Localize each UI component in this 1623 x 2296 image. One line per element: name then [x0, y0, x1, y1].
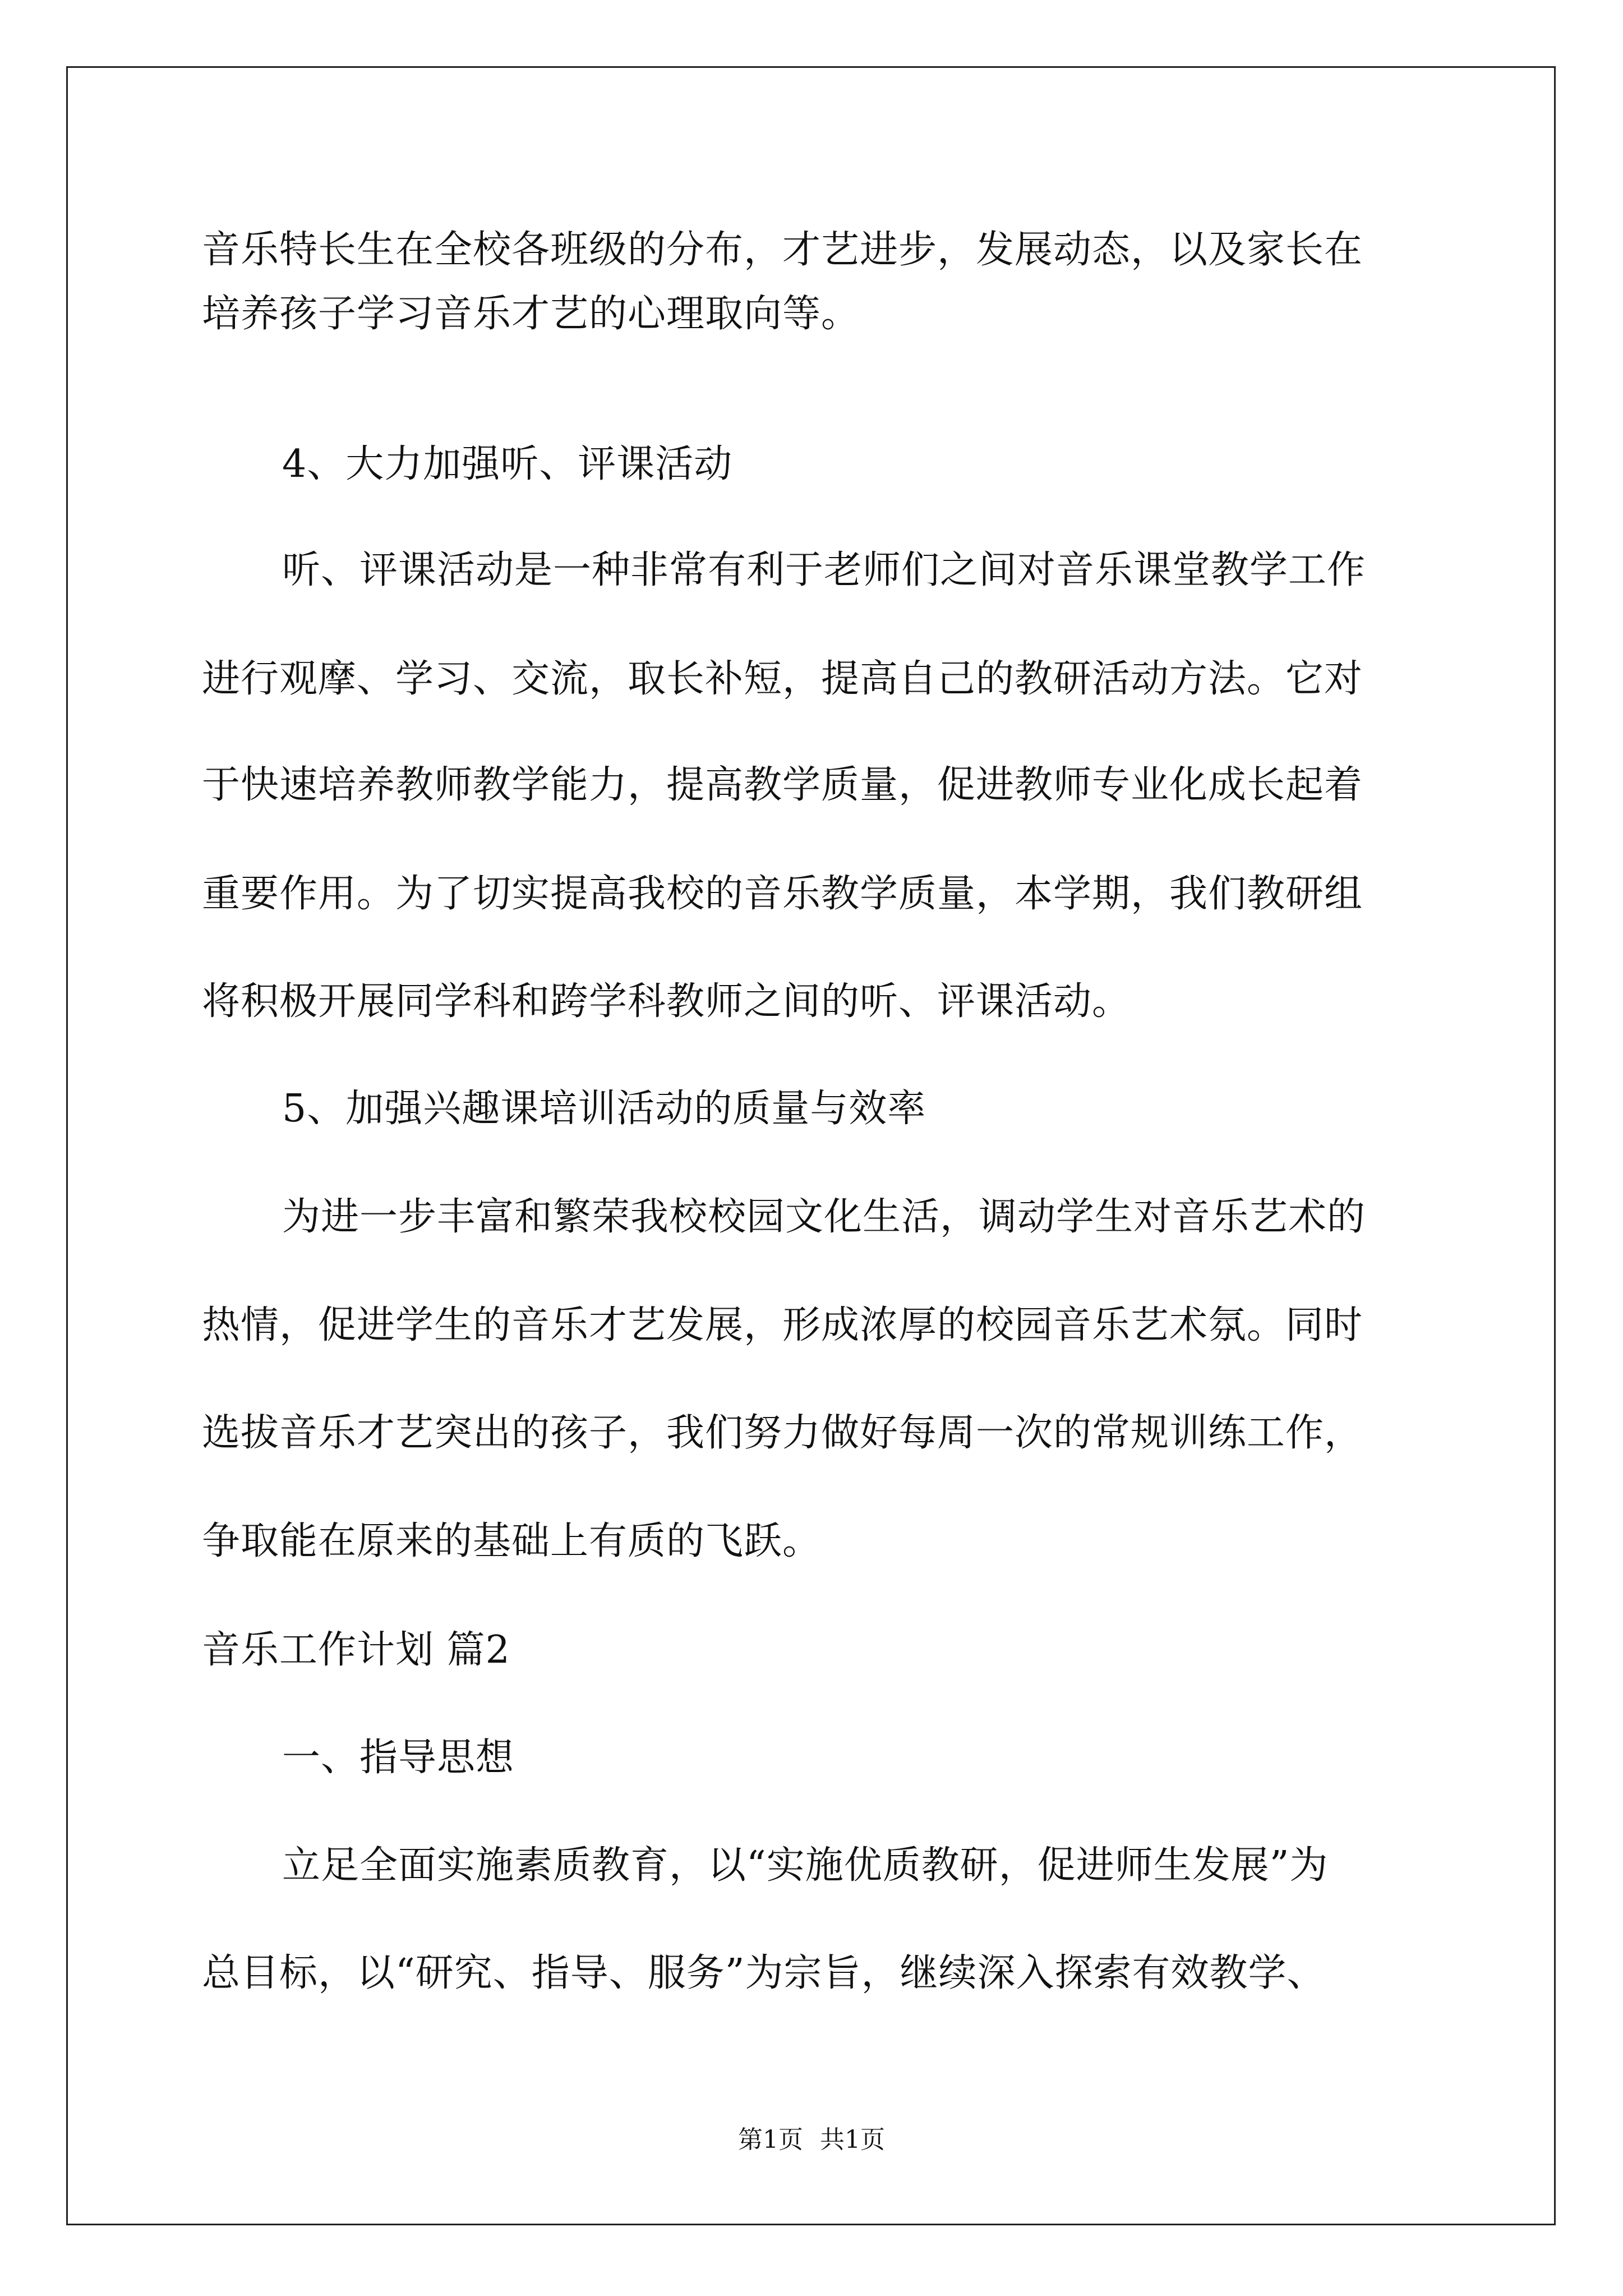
paragraph-line-5: 于快速培养教师教学能力，提高教学质量，促进教师专业化成长起着	[202, 763, 1363, 807]
plan-title: 音乐工作计划 篇2	[202, 1628, 510, 1672]
paragraph-line-12: 立足全面实施素质教育，以“实施优质教研，促进师生发展”为	[282, 1843, 1329, 1888]
paragraph-line-8: 为进一步丰富和繁荣我校校园文化生活，调动学生对音乐艺术的	[282, 1195, 1366, 1239]
section-heading-5: 5、加强兴趣课培训活动的质量与效率	[282, 1087, 926, 1131]
paragraph-line-7: 将积极开展同学科和跨学科教师之间的听、评课活动。	[202, 979, 1131, 1024]
paragraph-line-4: 进行观摩、学习、交流，取长补短，提高自己的教研活动方法。它对	[202, 657, 1363, 701]
page-footer	[0, 2125, 1623, 2154]
paragraph-line-2: 培养孩子学习音乐才艺的心理取向等。	[202, 292, 860, 336]
paragraph-line-10: 选拔音乐才艺突出的孩子，我们努力做好每周一次的常规训练工作，	[202, 1411, 1363, 1455]
paragraph-line-13: 总目标，以“研究、指导、服务”为宗旨，继续深入探索有效教学、	[202, 1951, 1326, 1995]
paragraph-line-1: 音乐特长生在全校各班级的分布，才艺进步，发展动态，以及家长在	[202, 228, 1363, 272]
page-number: 第1页	[738, 2125, 803, 2154]
paragraph-line-6: 重要作用。为了切实提高我校的音乐教学质量，本学期，我们教研组	[202, 872, 1363, 916]
section-heading-4: 4、大力加强听、评课活动	[282, 442, 733, 486]
guiding-ideology-heading: 一、指导思想	[282, 1736, 515, 1780]
paragraph-line-11: 争取能在原来的基础上有质的飞跃。	[202, 1519, 822, 1563]
total-pages: 共1页	[820, 2125, 885, 2154]
paragraph-line-9: 热情，促进学生的音乐才艺发展，形成浓厚的校园音乐艺术氛。同时	[202, 1303, 1363, 1347]
paragraph-line-3: 听、评课活动是一种非常有利于老师们之间对音乐课堂教学工作	[282, 548, 1366, 592]
page-border	[66, 66, 1556, 2225]
